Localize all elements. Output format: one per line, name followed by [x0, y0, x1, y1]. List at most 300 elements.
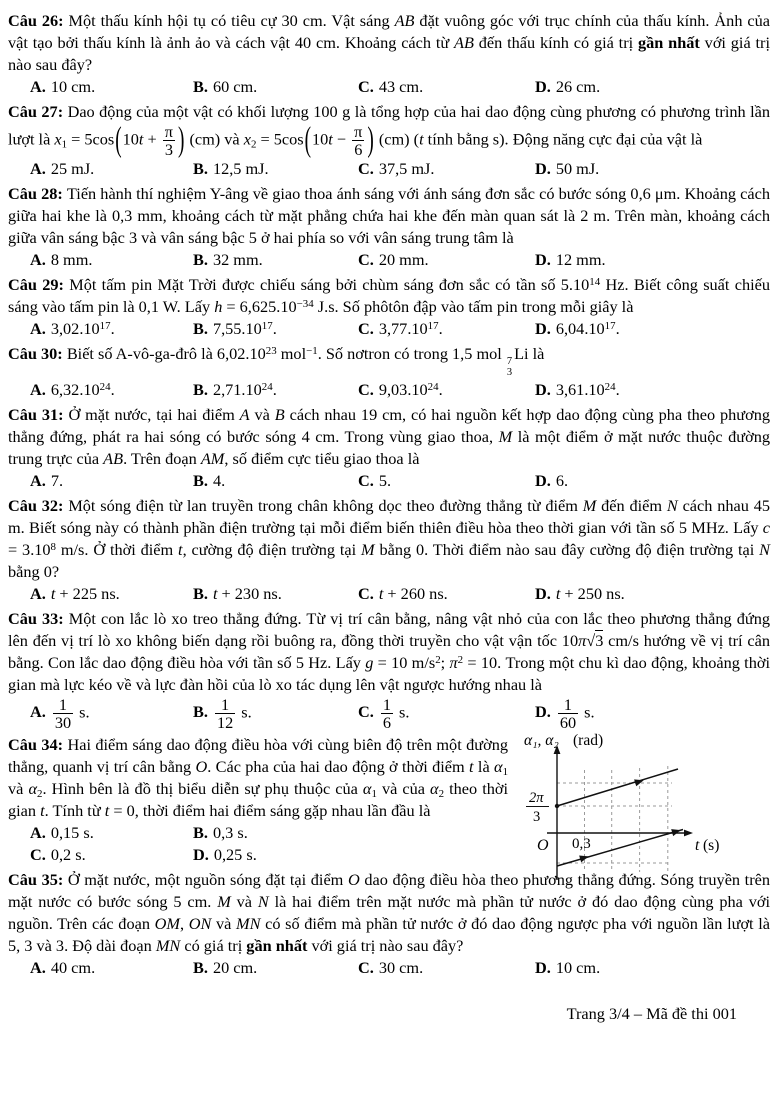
option-letter: B. — [193, 702, 208, 722]
text-run: α — [28, 779, 37, 799]
text-run: 6,04.10 — [555, 319, 605, 339]
text-run: + 260 ns. — [383, 584, 448, 604]
text-run: ON — [188, 914, 212, 934]
text-run: x — [54, 129, 62, 149]
question-29-option-D — [535, 318, 770, 340]
text-run: 14 — [589, 276, 601, 289]
question-34-text — [8, 734, 508, 822]
text-run: 2 — [36, 788, 43, 801]
option-letter: A. — [30, 159, 46, 179]
option-letter: A. — [30, 958, 46, 978]
question-33-options — [30, 696, 770, 731]
text-run: 20 mm. — [378, 250, 429, 270]
text-run: . Hình bên là đồ thị biểu diễn sự phụ thuộc của — [42, 779, 363, 799]
question-31 — [8, 404, 770, 492]
text-run: Một thấu kính hội tụ có tiêu cự 30 cm. Vật sáng — [68, 11, 395, 30]
question-26-option-D — [535, 76, 770, 98]
text-run: t — [378, 584, 384, 604]
question-29-option-C — [358, 318, 535, 340]
question-28-option-C — [358, 249, 535, 271]
question-32-option-B — [193, 583, 358, 605]
question-27-option-D — [535, 158, 770, 180]
option-letter: A. — [30, 319, 46, 339]
text-run: 17 — [427, 320, 439, 333]
text-run: N — [257, 892, 269, 912]
text-run: . Trên đoạn — [123, 449, 201, 469]
text-run: Dao động của một vật có khối lượng 100 g là tổng hợp của hai dao động cùng phương có phương trình lần lượt là — [8, 102, 770, 149]
text-run: với giá trị nào sau đây? — [307, 936, 464, 956]
text-run: và của — [376, 779, 431, 799]
text-run: 7,55.10 — [212, 319, 262, 339]
text-run: Câu 27: — [8, 102, 68, 121]
question-35-option-C — [358, 957, 535, 979]
y-axis-label-vars: α₁, α₂ — [524, 732, 559, 750]
question-31-option-B — [193, 470, 358, 492]
question-32-text — [8, 495, 770, 583]
option-letter: C. — [358, 250, 374, 270]
text-run: Tiến hành thí nghiệm Y-âng về giao thoa ánh sáng với ánh sáng đơn sắc có bước sóng 0,6 μm. Khoảng cách giữa hai khe là 0,3 mm, khoảng cách từ mặt phẳng chứa hai khe đến màn quan sát là 2 m. Trên màn, khoảng cách giữa vân sáng bậc 3 và vân sáng bậc 5 ở hai phía so với vân sáng trung tâm là — [8, 184, 770, 248]
question-34-option-D — [193, 844, 460, 866]
text-run: cách nhau 19 cm, có hai nguồn kết hợp dao động cùng pha theo phương thẳng đứng, phát ra hai sóng có bước sóng 4 cm. Trong vùng giao thoa, — [8, 405, 770, 447]
option-letter: A. — [30, 584, 46, 604]
fraction — [213, 696, 237, 731]
question-33-option-D — [535, 696, 770, 731]
text-run: dao động điều hòa theo phương thẳng đứng. Sóng truyền trên mặt nước có bước sóng 5 cm. — [8, 870, 770, 912]
text-run: α — [494, 757, 503, 777]
radicand: 3 — [595, 631, 604, 651]
text-run: AB — [103, 449, 124, 469]
text-run: Li là — [514, 344, 545, 364]
question-30-option-A — [30, 379, 193, 401]
option-letter: B. — [193, 823, 208, 843]
text-run: 0,3 s. — [212, 823, 248, 843]
text-run: s. — [75, 702, 90, 722]
option-letter: B. — [193, 250, 208, 270]
text-run: 10 cm. — [50, 77, 96, 96]
text-run: Biết số A-vô-ga-đrô là 6,02.10 — [66, 344, 266, 364]
option-letter: C. — [358, 159, 374, 179]
text-run: t — [419, 129, 424, 149]
square-root — [586, 630, 603, 650]
text-run: M — [217, 892, 231, 912]
question-27-option-B — [193, 158, 358, 180]
text-run: M — [582, 496, 597, 516]
text-run: Câu 32: — [8, 496, 69, 516]
question-28-options — [30, 249, 770, 271]
text-run: 40 cm. — [50, 958, 96, 978]
text-run: 0,25 s. — [213, 845, 257, 865]
text-run: Ở mặt nước, một nguồn sóng đặt tại điểm — [67, 870, 348, 890]
x-axis-label-var: t — [695, 837, 700, 855]
text-run: O — [347, 870, 360, 890]
question-29-option-A — [30, 318, 193, 340]
text-run: + — [143, 129, 161, 149]
option-letter: D. — [193, 845, 209, 865]
question-34 — [8, 734, 770, 866]
text-run: 8 — [50, 541, 56, 554]
fraction — [379, 696, 395, 731]
text-run: 1 — [371, 788, 377, 801]
text-run: = 5cos — [67, 129, 115, 149]
text-run: −34 — [296, 298, 314, 311]
text-run: MN — [236, 914, 261, 934]
text-run: Câu 29: — [8, 275, 70, 295]
text-run: là hai điểm trên mặt nước mà phần tử nước ở đó dao động cùng pha với nguồn. Trên các đoạn — [8, 892, 770, 934]
question-35-option-A — [30, 957, 193, 979]
text-run: 6. — [555, 471, 569, 491]
option-letter: A. — [30, 250, 46, 270]
text-run: = 10 m/s — [373, 653, 436, 673]
option-letter: D. — [535, 77, 551, 96]
text-run: + 250 ns. — [560, 584, 625, 604]
text-run: là — [473, 757, 495, 777]
text-run: 4. — [212, 471, 226, 491]
text-run: 5. — [378, 471, 392, 491]
question-28 — [8, 183, 770, 271]
question-28-option-A — [30, 249, 193, 271]
question-34-option-B — [193, 822, 460, 844]
text-run: 43 cm. — [378, 77, 424, 96]
text-run: 25 mJ. — [50, 159, 95, 179]
y-tick-denominator: 3 — [533, 809, 541, 826]
option-letter: B. — [193, 380, 208, 400]
text-run: c — [762, 518, 770, 538]
text-run: t — [40, 801, 45, 821]
text-run: Câu 33: — [8, 609, 69, 629]
q34-phase-graph — [517, 732, 754, 884]
text-run: gần nhất — [638, 33, 700, 52]
text-run: t — [555, 584, 561, 604]
question-26 — [8, 10, 770, 98]
text-run: B — [274, 405, 285, 425]
fraction — [350, 123, 366, 158]
text-run: M — [361, 540, 375, 560]
text-run: 7. — [50, 471, 64, 491]
fraction-numerator: 1 — [382, 695, 391, 715]
alpha1-arrow-icon — [634, 777, 645, 787]
fraction-denominator: 30 — [54, 713, 72, 733]
question-30-text — [8, 343, 770, 379]
question-31-options — [30, 470, 770, 492]
question-34-options — [30, 822, 460, 866]
text-run: 1 — [502, 766, 509, 779]
text-run: AM — [200, 449, 225, 469]
option-letter: B. — [193, 77, 208, 96]
axes — [547, 752, 687, 880]
text-run: 8 mm. — [50, 250, 93, 270]
text-run: cm/s hướng về vị trí cân bằng. Con lắc dao động điều hòa với tần số 5 Hz. Lấy — [8, 631, 770, 673]
question-33-option-C — [358, 696, 535, 731]
text-run: theo thời gian — [8, 779, 508, 821]
text-run: 17 — [604, 320, 616, 333]
text-run: là một điểm ở mặt nước thuộc đường trung trực của — [8, 427, 770, 469]
text-run: bằng 0. Thời điểm nào sau đây cường độ điện trường tại — [374, 540, 760, 560]
text-run: 2 — [438, 788, 445, 801]
question-30-options — [30, 379, 770, 401]
option-letter: B. — [193, 471, 208, 491]
alpha1-start-dot — [555, 804, 559, 808]
text-run: . — [438, 380, 443, 400]
text-run: = 6,625.10 — [222, 297, 297, 317]
text-run: 20 cm. — [212, 958, 258, 978]
question-32 — [8, 495, 770, 605]
text-run: 1 — [61, 138, 68, 151]
option-letter: C. — [358, 77, 374, 96]
text-run: Câu 34: — [8, 735, 68, 755]
fraction-denominator: 6 — [382, 713, 391, 733]
text-run: ; — [440, 653, 450, 673]
option-letter: C. — [30, 845, 46, 865]
text-run: + 230 ns. — [217, 584, 282, 604]
question-26-option-C — [358, 76, 535, 98]
text-run: , cường độ điện trường tại — [182, 540, 362, 560]
fraction — [161, 123, 177, 158]
text-run: 3,61.10 — [555, 380, 605, 400]
text-run: 3,02.10 — [50, 319, 100, 339]
text-run: t — [212, 584, 218, 604]
text-run: t — [469, 757, 474, 777]
question-32-options — [30, 583, 770, 605]
text-run: α — [430, 779, 439, 799]
text-run: N — [759, 540, 770, 560]
question-26-option-B — [193, 76, 358, 98]
question-33-option-A — [30, 696, 193, 731]
text-run: 50 mJ. — [555, 159, 600, 179]
text-run: 2 — [457, 654, 464, 667]
text-run: 6,32.10 — [50, 380, 100, 400]
question-27-text — [8, 101, 770, 158]
text-run: 60 cm. — [212, 77, 258, 96]
question-30-option-D — [535, 379, 770, 401]
text-run: 24 — [99, 381, 111, 394]
option-letter: D. — [535, 319, 551, 339]
text-run: bằng 0? — [8, 562, 60, 582]
text-run: Câu 31: — [8, 405, 69, 425]
text-run: . — [110, 319, 115, 339]
question-28-text — [8, 183, 770, 249]
question-33-option-B — [193, 696, 358, 731]
phase-graph-svg — [517, 732, 754, 884]
text-run: = 0, thời điểm hai điểm sáng gặp nhau lần đầu là — [109, 801, 431, 821]
question-35 — [8, 869, 770, 979]
text-run: 12 mm. — [555, 250, 606, 270]
text-run: 10 cm. — [555, 958, 601, 978]
fraction — [556, 696, 580, 731]
option-letter: C. — [358, 380, 374, 400]
text-run: 23 — [265, 345, 277, 358]
fraction-denominator: 60 — [559, 713, 577, 733]
text-run: = 5cos — [256, 129, 304, 149]
radical-icon: √ — [586, 631, 596, 651]
text-run: s. — [394, 702, 410, 722]
question-27 — [8, 101, 770, 180]
option-letter: A. — [30, 823, 46, 843]
text-run: x — [243, 129, 251, 149]
text-run: 24 — [604, 381, 616, 394]
text-run: 10 — [122, 129, 139, 149]
text-run: . — [272, 380, 277, 400]
option-letter: D. — [535, 471, 551, 491]
text-run: đến thấu kính có giá trị — [473, 33, 638, 52]
text-run: đến điểm — [596, 496, 667, 516]
text-run: có số điểm mà phần tử nước ở đó dao động ngược pha với nguồn lần lượt là 5, 3 và 3. Độ dài đoạn — [8, 914, 770, 956]
text-run: Một tấm pin Mặt Trời được chiếu sáng bởi chùm sáng đơn sắc có tần số 5.10 — [69, 275, 590, 295]
text-run: 12,5 mJ. — [212, 159, 269, 179]
text-run: 9,03.10 — [378, 380, 428, 400]
option-letter: C. — [358, 958, 374, 978]
text-run: 24 — [261, 381, 273, 394]
text-run: h — [214, 297, 223, 317]
fraction-denominator: 3 — [163, 140, 175, 158]
text-run: N — [666, 496, 678, 516]
fraction-numerator: 1 — [563, 695, 573, 715]
text-run: AB — [394, 11, 415, 30]
text-run: . Các pha của hai dao động ở thời điểm — [207, 757, 470, 777]
question-30-option-B — [193, 379, 358, 401]
fraction — [51, 696, 75, 731]
text-run: có giá trị — [180, 936, 247, 956]
text-run: 2 — [435, 654, 441, 667]
option-letter: B. — [193, 958, 208, 978]
text-run: 30 cm. — [378, 958, 424, 978]
text-run: 3,77.10 — [378, 319, 428, 339]
question-35-option-B — [193, 957, 358, 979]
text-run: J.s. Số phôtôn đập vào tấm pin trong mỗi giây là — [313, 297, 634, 317]
text-run: mol — [276, 344, 307, 364]
question-list — [8, 10, 770, 979]
text-run: MN — [155, 936, 181, 956]
text-run: s. — [237, 702, 252, 722]
question-34-option-A — [30, 822, 193, 844]
fraction-numerator: 1 — [221, 695, 230, 715]
text-run: π — [578, 631, 587, 651]
text-run: = 3.10 — [8, 540, 51, 560]
stack-top: 7 — [506, 356, 513, 368]
text-run: t — [178, 540, 183, 560]
question-32-option-A — [30, 583, 193, 605]
text-run: s. — [580, 702, 595, 722]
text-run: t — [104, 801, 110, 821]
text-run: . — [110, 380, 115, 400]
option-letter: A. — [30, 380, 46, 400]
text-run: Câu 26: — [8, 11, 69, 30]
text-run: và — [249, 405, 275, 425]
nuclide-stack — [507, 357, 512, 379]
page-footer: Trang 3/4 – Mã đề thi 001 — [566, 1004, 737, 1024]
y-tick-numerator: 2π — [529, 790, 544, 807]
text-run: O — [195, 757, 208, 777]
option-letter: D. — [535, 380, 551, 400]
fraction-numerator: 1 — [58, 695, 68, 715]
question-35-option-D — [535, 957, 770, 979]
text-run: . — [438, 319, 443, 339]
text-run: = 10. Trong một chu kì dao động, khoảng thời gian mà lực kéo về và lực đàn hồi của lò xo tác dụng lên vật ngược hướng nhau là — [8, 653, 770, 695]
text-run: Câu 35: — [8, 870, 68, 890]
question-32-option-D — [535, 583, 770, 605]
question-27-option-A — [30, 158, 193, 180]
question-27-option-C — [358, 158, 535, 180]
option-letter: D. — [535, 702, 551, 722]
fraction-numerator: π — [164, 122, 174, 141]
text-run: Một con lắc lò xo treo thẳng đứng. Từ vị trí cân bằng, nâng vật nhỏ của con lắc theo phương thẳng đứng lên đến vị trí lò xo không biến dạng rồi buông ra, đồng thời truyền cho vật vận tốc 10 — [8, 609, 770, 651]
text-run: . — [615, 319, 620, 339]
option-letter: D. — [535, 250, 551, 270]
big-parenthesis: ) — [367, 121, 374, 160]
text-run: và — [8, 779, 29, 799]
question-33-text — [8, 608, 770, 696]
text-run: 17 — [99, 320, 111, 333]
question-28-option-D — [535, 249, 770, 271]
text-run: 0,15 s. — [50, 823, 94, 843]
question-29-option-B — [193, 318, 358, 340]
big-parenthesis: ) — [178, 121, 185, 160]
question-29-options — [30, 318, 770, 340]
option-letter: B. — [193, 584, 208, 604]
option-letter: C. — [358, 319, 374, 339]
text-run: với giá trị nào sau đây? — [8, 33, 770, 74]
text-run: và — [230, 892, 258, 912]
text-run: . — [615, 380, 620, 400]
question-26-text — [8, 10, 770, 76]
text-run: Câu 28: — [8, 184, 67, 204]
question-28-option-B — [193, 249, 358, 271]
text-run: Hz. Biết công suất chiếu sáng vào tấm pin là 0,1 W. Lấy — [8, 275, 770, 317]
option-letter: B. — [193, 159, 208, 179]
text-run: Hai điểm sáng dao động điều hòa với cùng biên độ trên một đường thẳng, quanh vị trí cân bằng — [8, 735, 508, 777]
question-33 — [8, 608, 770, 731]
question-30-option-C — [358, 379, 535, 401]
text-run: M — [498, 427, 513, 447]
text-run: + 225 ns. — [55, 584, 120, 604]
text-run: 2 — [250, 138, 257, 151]
text-run: 0,2 s. — [50, 845, 86, 865]
option-letter: B. — [193, 319, 208, 339]
text-run: , số điểm cực tiểu giao thoa là — [224, 449, 420, 469]
big-parenthesis: ( — [304, 121, 311, 160]
y-axis-label-unit: (rad) — [573, 732, 604, 750]
text-run: −1 — [306, 345, 318, 358]
alpha2-arrow2-icon — [671, 827, 682, 836]
question-32-option-C — [358, 583, 535, 605]
question-29 — [8, 274, 770, 340]
question-31-option-C — [358, 470, 535, 492]
text-run: A — [239, 405, 250, 425]
text-run: tính bằng s). Động năng cực đại của vật là — [423, 129, 703, 149]
text-run: (cm) ( — [374, 129, 420, 149]
text-run: m/s. Ở thời điểm — [56, 540, 179, 560]
text-run: t — [138, 129, 144, 149]
x-tick-label: 0,3 — [572, 836, 591, 853]
text-run: . Số nơtron có trong 1,5 mol — [317, 344, 506, 364]
option-letter: A. — [30, 77, 46, 96]
text-run: 10 — [312, 129, 329, 149]
fraction-denominator: 6 — [352, 140, 364, 158]
option-letter: A. — [30, 702, 46, 722]
question-27-options — [30, 158, 770, 180]
alpha1-line — [557, 769, 678, 806]
option-letter: C. — [358, 584, 374, 604]
text-run: t — [50, 584, 56, 604]
option-letter: D. — [535, 958, 551, 978]
text-run: AB — [454, 33, 474, 52]
grid-lines — [557, 766, 672, 872]
text-run: − — [332, 129, 351, 149]
option-letter: C. — [358, 702, 374, 722]
question-34-option-C — [30, 844, 193, 866]
x-axis-label-unit: (s) — [703, 837, 720, 855]
question-29-text — [8, 274, 770, 318]
stack-bottom: 3 — [506, 367, 513, 379]
